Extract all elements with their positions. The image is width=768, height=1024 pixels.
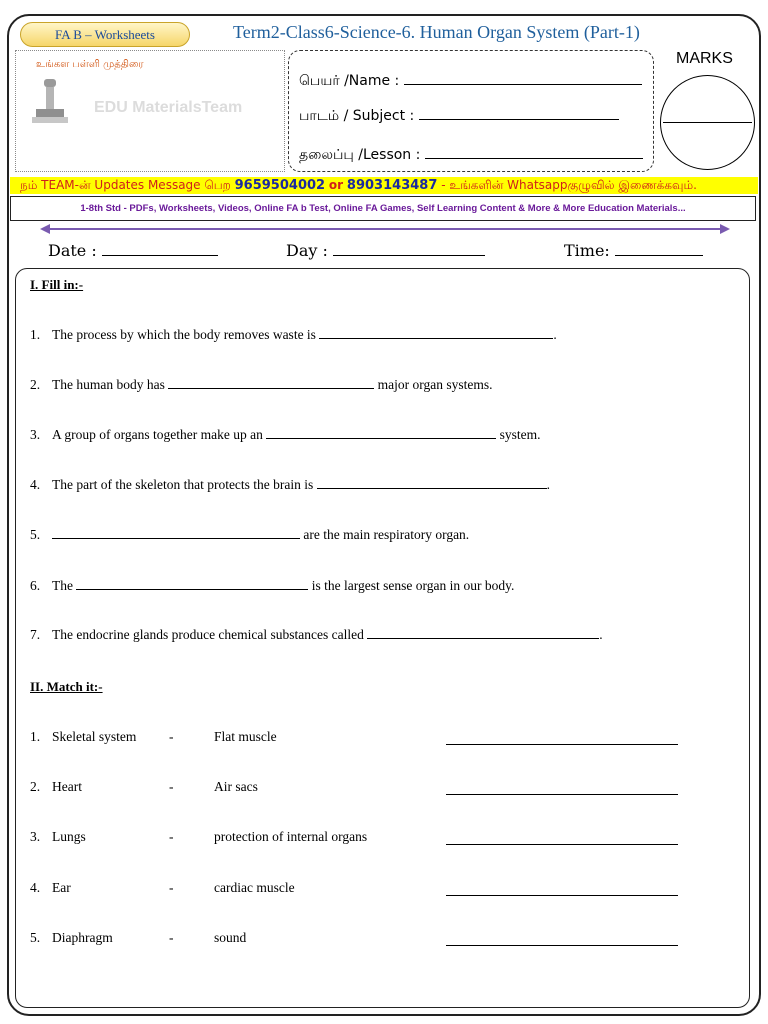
match-number: 1. (30, 729, 41, 744)
match-dash: - (169, 930, 174, 945)
day-label: Day : (286, 241, 328, 260)
question-text: The process by which the body removes waste is (52, 327, 316, 342)
stamp-icon (30, 77, 70, 127)
marks-label: MARKS (676, 50, 733, 67)
match-answer-blank[interactable] (446, 744, 678, 745)
name-field[interactable] (404, 73, 642, 85)
match-number: 3. (30, 829, 41, 844)
section-fill-in-title: I. Fill in:- (30, 277, 84, 292)
subject-row (299, 108, 619, 126)
worksheet-content-box (15, 268, 750, 1008)
match-number: 2. (30, 779, 41, 794)
question-number: 1. (30, 327, 41, 342)
match-dash: - (169, 729, 174, 744)
answer-blank[interactable] (319, 328, 553, 339)
watermark-text: EDU MaterialsTeam (94, 99, 243, 116)
seal-label: உங்கள பள்ளி முத்திரை (36, 59, 144, 70)
name-row (299, 73, 642, 91)
question-text: The endocrine glands produce chemical substances called (52, 627, 364, 642)
match-dash: - (169, 880, 174, 895)
answer-blank[interactable] (266, 428, 496, 439)
fill-question (30, 527, 469, 543)
double-arrow-icon (40, 223, 730, 235)
marks-circle[interactable] (660, 75, 755, 170)
question-text: The (52, 578, 73, 593)
match-right-item: Flat muscle (214, 729, 277, 744)
question-text-end: system. (499, 427, 541, 442)
time-row (564, 241, 703, 260)
team-updates-banner (10, 177, 758, 194)
fill-question (30, 377, 492, 393)
fill-question (30, 427, 540, 443)
match-answer-blank[interactable] (446, 945, 678, 946)
answer-blank[interactable] (168, 378, 374, 389)
lesson-field[interactable] (425, 147, 643, 159)
day-row (286, 241, 485, 260)
team-suffix: - உங்களின் Whatsappகுழுவில் இணைக்கவும். (441, 178, 697, 192)
question-text: The part of the skeleton that protects the brain is (52, 477, 314, 492)
fill-question (30, 327, 557, 343)
question-text-end: major organ systems. (377, 377, 493, 392)
question-text: A group of organs together make up an (52, 427, 263, 442)
page-title: Term2-Class6-Science-6. Human Organ System (Part-1) (233, 22, 640, 42)
match-dash: - (169, 779, 174, 794)
school-seal-box (15, 50, 285, 172)
question-number: 4. (30, 477, 41, 492)
question-number: 7. (30, 627, 41, 642)
match-answer-blank[interactable] (446, 844, 678, 845)
question-text-end: . (553, 327, 557, 342)
match-right-item: cardiac muscle (214, 880, 295, 895)
date-label: Date : (48, 241, 97, 260)
day-field[interactable] (333, 244, 485, 256)
match-left-item: Skeletal system (52, 729, 137, 744)
section-match-title: II. Match it:- (30, 679, 103, 694)
lesson-label: தலைப்பு /Lesson : (299, 147, 421, 163)
subject-label: பாடம் / Subject : (299, 108, 415, 124)
match-left-item: Lungs (52, 829, 86, 844)
fill-question (30, 578, 514, 594)
match-left-item: Heart (52, 779, 82, 794)
match-dash: - (169, 829, 174, 844)
fill-question (30, 477, 550, 493)
phone-number-1: 9659504002 (234, 178, 326, 193)
question-text-end: are the main respiratory organ. (303, 527, 470, 542)
fill-question (30, 627, 603, 643)
team-prefix: நம் TEAM-ன் Updates Message பெற (20, 178, 231, 192)
match-left-item: Ear (52, 880, 71, 895)
match-right-item: protection of internal organs (214, 829, 368, 844)
match-left-item: Diaphragm (52, 930, 113, 945)
answer-blank[interactable] (317, 478, 547, 489)
lesson-row (299, 147, 643, 165)
name-label: பெயர் /Name : (299, 73, 400, 89)
match-answer-blank[interactable] (446, 895, 678, 896)
fa-b-badge: FA B – Worksheets (20, 22, 190, 47)
or-text: or (328, 178, 344, 192)
marks-divider (663, 122, 752, 123)
match-answer-blank[interactable] (446, 794, 678, 795)
answer-blank[interactable] (367, 628, 599, 639)
question-text-end: is the largest sense organ in our body. (311, 578, 515, 593)
question-number: 6. (30, 578, 41, 593)
date-row (48, 241, 218, 260)
date-field[interactable] (102, 244, 218, 256)
question-number: 3. (30, 427, 41, 442)
phone-number-2: 8903143487 (346, 178, 438, 193)
question-text: The human body has (52, 377, 165, 392)
answer-blank[interactable] (52, 528, 300, 539)
time-label: Time: (564, 241, 610, 260)
time-field[interactable] (615, 244, 703, 256)
match-number: 5. (30, 930, 41, 945)
match-number: 4. (30, 880, 41, 895)
question-text-end: . (599, 627, 603, 642)
materials-info-banner: 1-8th Std - PDFs, Worksheets, Videos, Online FA b Test, Online FA Games, Self Learning Content & More & More Education Materials... (10, 196, 756, 221)
subject-field[interactable] (419, 108, 619, 120)
match-right-item: sound (214, 930, 247, 945)
answer-blank[interactable] (76, 579, 308, 590)
match-right-item: Air sacs (214, 779, 258, 794)
question-number: 5. (30, 527, 41, 542)
student-details-box (288, 50, 654, 172)
question-number: 2. (30, 377, 41, 392)
question-text-end: . (546, 477, 551, 492)
